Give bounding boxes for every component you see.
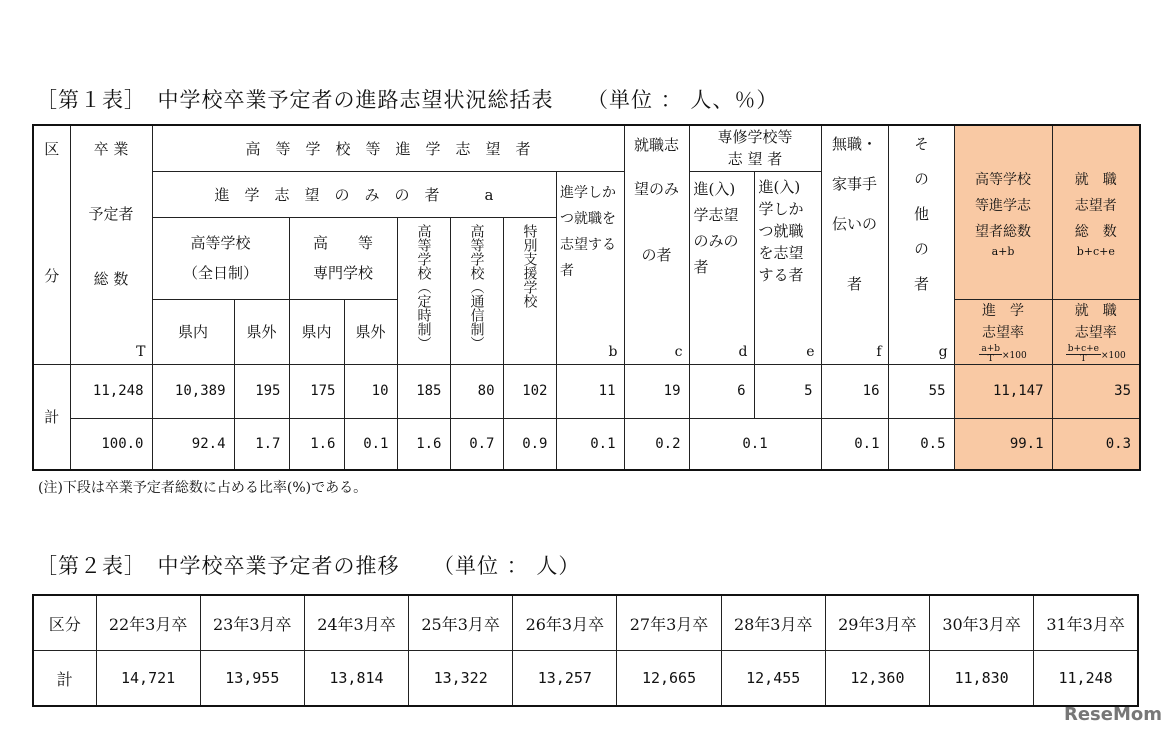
cell: 0.5: [888, 418, 954, 470]
frac2-top: b+c+e: [1067, 343, 1100, 354]
header-senshu-e-text: 進(入) 学しか つ就職 を志望 する者: [758, 177, 804, 284]
cell: 0.2: [624, 418, 689, 470]
trend-year: 26年3月卒: [513, 595, 617, 651]
cell: 100.0: [70, 418, 152, 470]
header-shushoku-only: [624, 125, 689, 364]
summary-table: [32, 124, 1141, 471]
cell: 175: [289, 364, 344, 418]
cell: 92.4: [152, 418, 234, 470]
header-d: d: [738, 343, 748, 360]
frac2-times: ×100: [1101, 350, 1126, 361]
frac1-top: a+b: [981, 343, 1000, 354]
cell: 6: [689, 364, 754, 418]
cell: 55: [888, 364, 954, 418]
cell: 35: [1052, 364, 1140, 418]
header-zennichi-kennai: 県内: [152, 299, 234, 364]
header-teiji: [397, 217, 450, 364]
header-sonota-text: その他の者: [912, 136, 931, 311]
trend-year: 25年3月卒: [409, 595, 513, 651]
table-row-count: [33, 364, 1140, 418]
header-senmon-kengai: 県外: [344, 299, 397, 364]
header-ku: 区: [44, 140, 60, 158]
cell: 80: [450, 364, 503, 418]
trend-year: 24年3月卒: [304, 595, 408, 651]
cell: 0.9: [503, 418, 556, 470]
cell: 99.1: [954, 418, 1052, 470]
header-sonota: [888, 125, 954, 364]
cell: 1.7: [234, 418, 289, 470]
trend-year: 29年3月卒: [825, 595, 929, 651]
cell: 11,147: [954, 364, 1052, 418]
header-shingaku-rate: [954, 299, 1052, 364]
shingaku-rate-formula: [955, 344, 1052, 364]
header-koukou-total: [954, 125, 1052, 299]
header-senshu-d: [689, 171, 754, 364]
header-sotsugyo: 卒 業: [93, 140, 129, 158]
trend-value: 13,257: [513, 651, 617, 707]
cell: 10,389: [152, 364, 234, 418]
trend-year: 30年3月卒: [930, 595, 1034, 651]
cell: 11: [556, 364, 624, 418]
cell: 16: [821, 364, 888, 418]
header-senmon: 高 等 専門学校: [289, 217, 397, 299]
table1-title: ［第１表］ 中学校卒業予定者の進路志望状況総括表 （単位 ： 人、％）: [36, 88, 779, 112]
header-shingaku-only: 進 学 志 望 の み の 者 a: [152, 171, 556, 217]
cell: 5: [754, 364, 821, 418]
header-senshu-d-text: 進(入) 学志望 のみの 者: [693, 179, 739, 276]
header-sousu: 総 数: [93, 270, 129, 288]
header-mushoku: [821, 125, 888, 364]
trend-value: 13,955: [200, 651, 304, 707]
trend-value: 11,830: [930, 651, 1034, 707]
header-tokubetsu-text: 特別支援学校: [521, 223, 538, 308]
table-row-ratio: [33, 418, 1140, 470]
trend-value: 13,814: [304, 651, 408, 707]
header-shushoku-text: 就職志 望のみ の者: [634, 136, 680, 264]
resemom-logo: ReseMom: [1063, 704, 1162, 725]
trend-header-label: 区分: [33, 595, 96, 651]
header-koukou-group: 高 等 学 校 等 進 学 志 望 者: [152, 125, 624, 171]
trend-year: 31年3月卒: [1034, 595, 1138, 651]
header-koukou-formula: a+b: [991, 244, 1015, 258]
header-b: b: [608, 343, 618, 360]
header-g: g: [938, 343, 948, 360]
header-f: f: [876, 343, 882, 360]
shushoku-rate-formula: [1053, 344, 1140, 364]
trend-header-row: [33, 595, 1138, 651]
header-senshu-group: 専修学校等 志 望 者: [689, 125, 821, 171]
header-shushoku-total: [1052, 125, 1140, 299]
frac2-bottom: T: [1080, 353, 1087, 364]
row-label-kei: 計: [33, 364, 70, 470]
header-teiji-text: 高等学校（定時制）: [415, 223, 432, 350]
cell: 1.6: [397, 418, 450, 470]
header-mushoku-text: 無職・ 家事手 伝いの 者: [832, 135, 878, 293]
header-zennichi-kengai: 県外: [234, 299, 289, 364]
header-tsushin-text: 高等学校（通信制）: [468, 223, 485, 350]
header-shushoku-formula: b+c+e: [1076, 244, 1115, 258]
header-tsushin: [450, 217, 503, 364]
header-zennichi: 高等学校 （全日制）: [152, 217, 289, 299]
trend-value: 13,322: [409, 651, 513, 707]
cell: 1.6: [289, 418, 344, 470]
header-c: c: [674, 343, 683, 360]
header-total-graduates: [70, 125, 152, 364]
trend-row-label: 計: [33, 651, 96, 707]
cell: 0.1: [556, 418, 624, 470]
table1-note: (注)下段は卒業予定者総数に占める比率(%)である。: [38, 480, 368, 496]
header-shingaku-shushoku: [556, 171, 624, 364]
trend-value: 12,455: [721, 651, 825, 707]
frac1-times: ×100: [1002, 350, 1027, 361]
cell: 19: [624, 364, 689, 418]
trend-table: [32, 594, 1139, 707]
header-senmon-kennai: 県内: [289, 299, 344, 364]
header-senshu-e: [754, 171, 821, 364]
cell: 185: [397, 364, 450, 418]
frac1-bottom: T: [987, 353, 994, 364]
trend-value: 12,360: [825, 651, 929, 707]
header-shushoku-rate: [1052, 299, 1140, 364]
header-shingaku-shushoku-text: 進学しかつ就職を志望する者: [560, 184, 616, 279]
cell: 0.1: [821, 418, 888, 470]
trend-value: 12,665: [617, 651, 721, 707]
trend-value: 14,721: [96, 651, 200, 707]
header-shushoku-rate-text: 就 職 志望率: [1074, 302, 1117, 341]
header-tokubetsu: [503, 217, 556, 364]
cell: 102: [503, 364, 556, 418]
cell: 195: [234, 364, 289, 418]
cell: 11,248: [70, 364, 152, 418]
trend-year: 22年3月卒: [96, 595, 200, 651]
header-ku-bun: [33, 125, 70, 364]
cell: 0.7: [450, 418, 503, 470]
header-e: e: [806, 343, 815, 360]
header-yoteisha: 予定者: [88, 205, 134, 223]
trend-value: 11,248: [1034, 651, 1138, 707]
table2-title: ［第２表］ 中学校卒業予定者の推移 （単位 ： 人）: [36, 554, 581, 578]
header-koukou-total-text: 高等学校 等進学志 望者総数: [975, 171, 1032, 240]
header-shushoku-total-text: 就 職 志望者 総 数: [1074, 171, 1117, 240]
trend-value-row: [33, 651, 1138, 707]
cell-merged-de: 0.1: [689, 418, 821, 470]
header-T: T: [136, 343, 146, 360]
cell: 0.1: [344, 418, 397, 470]
header-shingaku-rate-text: 進 学 志望率: [982, 302, 1025, 341]
cell: 10: [344, 364, 397, 418]
header-bun: 分: [44, 267, 60, 285]
trend-year: 23年3月卒: [200, 595, 304, 651]
trend-year: 27年3月卒: [617, 595, 721, 651]
trend-year: 28年3月卒: [721, 595, 825, 651]
cell: 0.3: [1052, 418, 1140, 470]
